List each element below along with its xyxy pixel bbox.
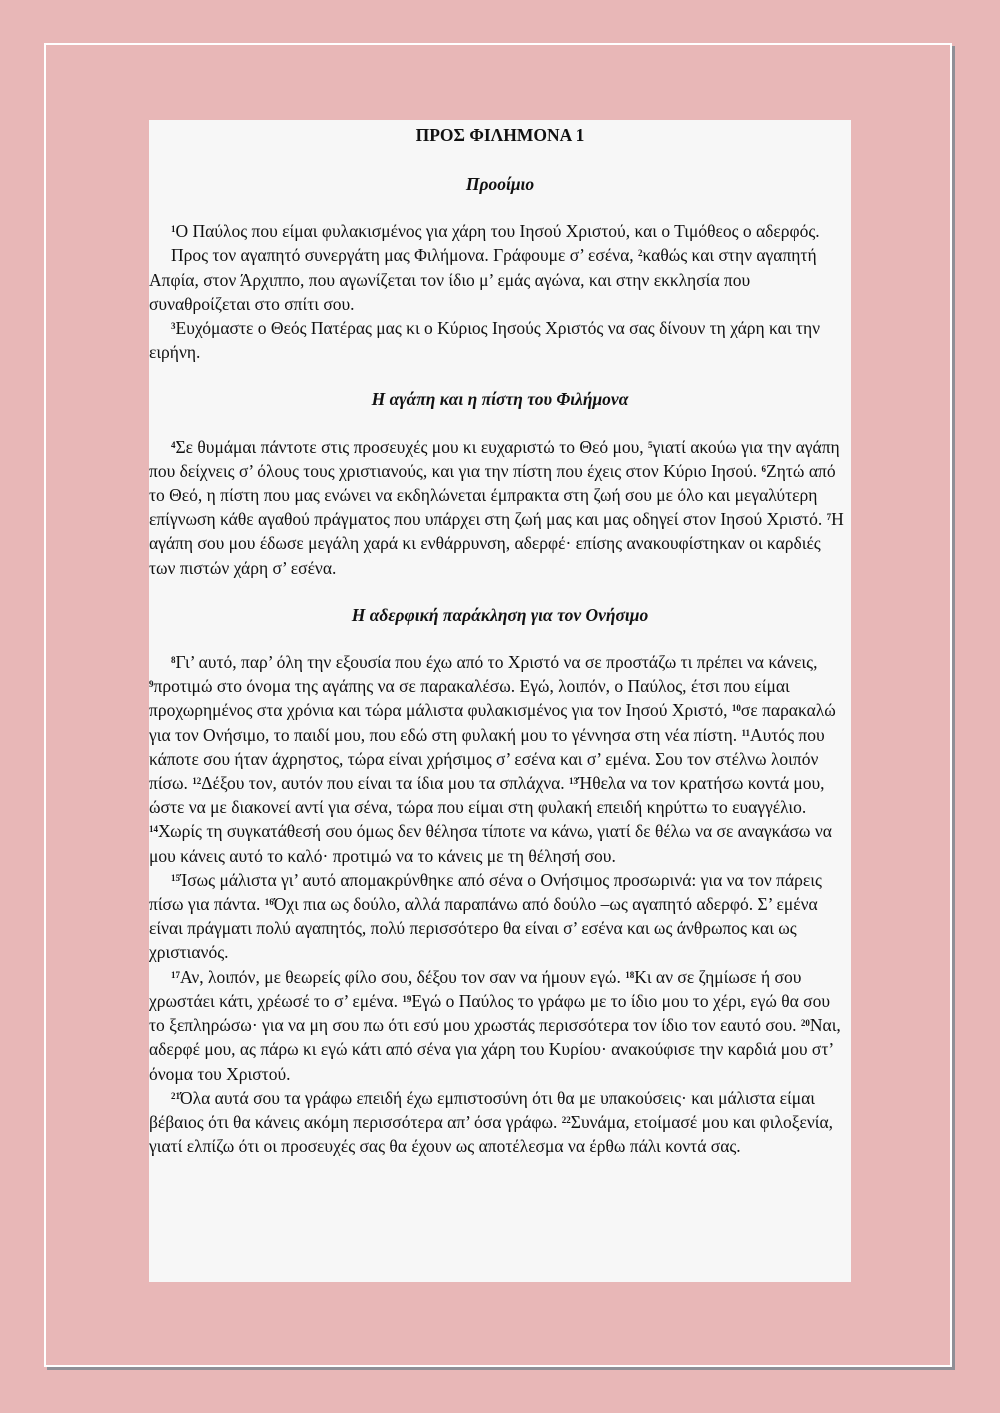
verse-number: 13	[569, 776, 579, 787]
section-love-and-faith	[149, 435, 851, 580]
section-prologue	[149, 219, 851, 364]
verse-number: 20	[800, 1018, 810, 1029]
verse-text: Η αγάπη σου μου έδωσε μεγάλη χαρά κι ενθάρρυνση, αδερφέ· επίσης ανακουφίστηκαν οι καρδιές των πιστών χάρη σ’ εσένα.	[149, 509, 844, 578]
verse-number: 10	[731, 703, 741, 714]
verse-text: Αυτός που κάποτε σου ήταν άχρηστος, τώρα είναι χρήσιμος σ’ εσένα και σ’ εμένα. Σου τον στέλνω λοιπόν πίσω.	[149, 724, 825, 794]
verse-number: 4	[171, 439, 176, 450]
verse-text: Ναι, αδερφέ μου, ας πάρω κι εγώ κάτι από σένα για χάρη του Κυρίου· ανακούφισε την καρδιά μου στ’ όνομα του Χριστού.	[149, 1015, 841, 1084]
paragraph	[149, 219, 851, 243]
verse-text: γιατί ακούω για την αγάπη που δείχνεις σ’ όλους τους χριστιανούς, και για την πίστη που έχεις στον Κύριο Ιησού.	[149, 436, 840, 481]
verse-text: Γι’ αυτό, παρ’ όλη την εξουσία που έχω από το Χριστό να σε προστάζω τι πρέπει να κάνεις,	[175, 652, 818, 673]
verse-text: Όχι πια ως δούλο, αλλά παραπάνω από δούλο –ως αγαπητό αδερφό. Σ’ εμένα είναι πράγματι πολύ αγαπητός, πολύ περισσότερο θα είναι σ’ εσένα και ως άνθρωπος και ως χριστιανός.	[149, 894, 818, 963]
verse-number: 8	[171, 655, 176, 666]
verse-text: Ήθελα να τον κρατήσω κοντά μου, ώστε να με διακονεί αντί για σένα, τώρα που είμαι στη φυλακή επειδή κηρύττω το ευαγγέλιο.	[149, 773, 825, 818]
verse-text: προτιμώ στο όνομα της αγάπης να σε παρακαλέσω. Εγώ, λοιπόν, ο Παύλος, έτσι που είμαι προχωρημένος στα χρόνια και τώρα μάλιστα φυλακισμένος για τον Ιησού Χριστό,	[149, 676, 790, 721]
verse-number: 6	[761, 463, 767, 474]
verse-text: Ο Παύλος που είμαι φυλακισμένος για χάρη του Ιησού Χριστού, και ο Τιμόθεος ο αδερφός.	[175, 221, 820, 242]
paragraph	[149, 650, 851, 868]
verse-text: Όλα αυτά σου τα γράφω επειδή έχω εμπιστοσύνη ότι θα με υπακούσεις· και μάλιστα είμαι βέβαιος ότι θα κάνεις ακόμη περισσότερα απ’ όσα γράφω.	[149, 1087, 815, 1132]
verse-number: 5	[648, 439, 653, 450]
verse-text: Ίσως μάλιστα γι’ αυτό απομακρύνθηκε από σένα ο Ονήσιμος προσωρινά: για να τον πάρεις πίσω για πάντα.	[149, 869, 822, 915]
verse-number: 18	[625, 969, 635, 980]
verse-text: Προς τον αγαπητό συνεργάτη μας Φιλήμονα. Γράφουμε σ’ εσένα,	[171, 245, 639, 266]
verse-text: Κι αν σε ζημίωσε ή σου χρωστάει κάτι, χρέωσέ το σ’ εμένα.	[149, 966, 802, 1011]
paragraph	[149, 868, 851, 965]
verse-number: 22	[561, 1114, 571, 1125]
verse-text: Ευχόμαστε ο Θεός Πατέρας μας κι ο Κύριος Ιησούς Χριστός να σας δίνουν τη χάρη και την ειρήνη.	[149, 318, 821, 363]
paragraph	[149, 316, 851, 364]
verse-text: Εγώ ο Παύλος το γράφω με το ίδιο μου το χέρι, εγώ θα σου το ξεπληρώσω· για να μη σου πω ότι εσύ μου χρωστάς περισσότερα τον ίδιο τον εαυτό σου.	[149, 990, 831, 1036]
verse-number: 17	[171, 969, 180, 980]
section-onesimus	[149, 650, 851, 1158]
document-title: ΠΡΟΣ ΦΙΛΗΜΟΝΑ 1	[415, 125, 585, 145]
verse-text: Αν, λοιπόν, με θεωρείς φίλο σου, δέξου τον σαν να ήμουν εγώ.	[180, 966, 626, 987]
verse-text: Σε θυμάμαι πάντοτε στις προσευχές μου κι ευχαριστώ το Θεό μου,	[175, 436, 649, 457]
paragraph	[149, 435, 851, 580]
verse-number: 14	[149, 824, 158, 835]
verse-text: σε παρακαλώ για τον Ονήσιμο, το παιδί μου, που εδώ στη φυλακή μου το γέννησα στη νέα πίστη.	[149, 700, 836, 745]
section-heading-prologue: Προοίμιο	[465, 174, 535, 194]
verse-number: 16	[264, 897, 274, 908]
section-heading-love-and-faith: Η αγάπη και η πίστη του Φιλήμονα	[371, 389, 629, 410]
paragraph	[149, 965, 851, 1086]
verse-number: 2	[638, 248, 643, 259]
verse-text: Συνάμα, ετοίμασέ μου και φιλοξενία, γιατί ελπίζω ότι οι προσευχές σας θα έχουν ως αποτέλεσμα να έρθω πάλι κοντά σας.	[149, 1111, 834, 1157]
section-heading-onesimus: Η αδερφική παράκληση για τον Ονήσιμο	[351, 604, 649, 625]
verse-number: 1	[171, 224, 176, 235]
verse-number: 3	[171, 321, 176, 332]
verse-number: 12	[192, 776, 202, 787]
verse-text: Χωρίς τη συγκατάθεσή σου όμως δεν θέλησα τίποτε να κάνω, γιατί δε θέλω να σε αναγκάσω να μου κάνεις αυτό το καλό· προτιμώ να το κάνεις με τη θέλησή σου.	[149, 821, 832, 866]
verse-number: 19	[402, 993, 412, 1004]
verse-number: 15	[171, 872, 180, 883]
verse-text: καθώς και στην αγαπητή Απφία, στον Άρχιππο, που αγωνίζεται τον ίδιο μ’ εμάς αγώνα, και στην εκκλησία που συναθροίζεται στο σπίτι σου.	[149, 245, 817, 314]
verse-number: 11	[741, 727, 750, 738]
verse-number: 9	[149, 679, 154, 690]
paragraph	[149, 243, 851, 316]
paragraph	[149, 1086, 851, 1159]
verse-text: Δέξου τον, αυτόν που είναι τα ίδια μου τα σπλάχνα.	[201, 773, 570, 794]
verse-number: 21	[171, 1090, 180, 1101]
verse-number: 7	[826, 512, 832, 523]
verse-text: Ζητώ από το Θεό, η πίστη που μας ενώνει να εκδηλώνεται έμπρακτα στη ζωή σου με όλο και μεγαλύτερη επίγνωση κάθε αγαθού πράγματος που υπάρχει στη ζωή μας και μας οδηγεί στον Ιησού Χριστό.	[149, 460, 836, 530]
document-page	[149, 120, 851, 1282]
